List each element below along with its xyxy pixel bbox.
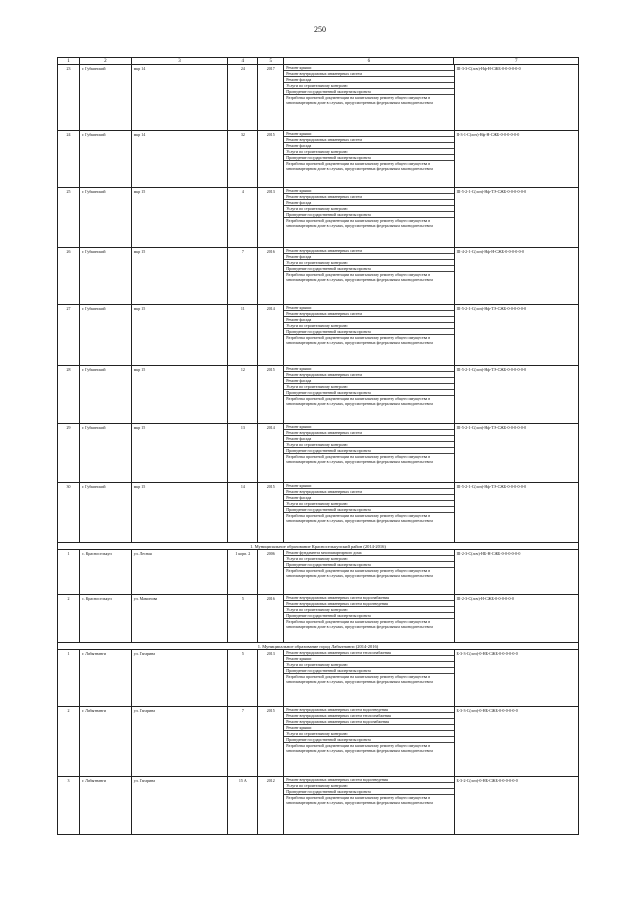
work-item: Разработка проектной документации на капитальному ремонту общего имущества в многоквартирном доме в случаях, предусмотренных федеральным законодательством (286, 795, 433, 805)
work-item: Ремонт крыши (284, 483, 453, 489)
header-col-7: 7 (514, 59, 518, 64)
street-cell: ул. Лесная (132, 550, 229, 594)
work-item: Разработка проектной документации на капитальному ремонту общего имущества в многоквартирном доме в случаях, предусмотренных федеральным законодательством (286, 454, 433, 464)
work-item: Ремонт крыши (284, 305, 453, 311)
house-number-cell: 13 (228, 424, 258, 482)
work-item: Ремонт крыши (284, 424, 453, 430)
work-item: Проведение государственной экспертизы проекта (284, 562, 453, 568)
work-item: Ремонт внутридомовых инженерных систем (284, 311, 453, 317)
table-group-krasnoselkup (57, 549, 579, 642)
header-col-2: 2 (80, 58, 132, 64)
work-item: Ремонт крыши (284, 656, 453, 662)
work-item: Проведение государственной экспертизы проекта (284, 613, 453, 619)
table-bottom-border (57, 834, 579, 835)
work-item: Ремонт внутридомовых инженерных систем (284, 248, 453, 254)
work-item: Проведение государственной экспертизы проекта (284, 390, 453, 396)
house-code-cell: III-5-2-1-С(лоч)-Нф-ТЭ-СЖБ-0-0-0-0-0-0 (456, 306, 527, 311)
year-cell: 2012 (258, 777, 284, 834)
settlement-cell: г. Лабытнанги (80, 650, 132, 706)
table-row (57, 482, 579, 542)
work-item: Ремонт внутридомовых инженерных систем водоотведения (284, 777, 453, 783)
row-number: 2 (58, 595, 80, 642)
table-row (57, 247, 579, 304)
work-item: Ремонт фасада (284, 77, 453, 83)
works-list (284, 550, 454, 594)
year-cell: 2014 (258, 305, 284, 365)
work-item: Разработка проектной документации на капитальному ремонту общего имущества в многоквартирном доме в случаях, предусмотренных федеральным законодательством (286, 396, 433, 406)
work-item: Услуги по строительному контролю (284, 260, 453, 266)
year-cell: 2017 (258, 65, 284, 130)
work-item: Услуги по строительному контролю (284, 662, 453, 668)
work-item: Услуги по строительному контролю (284, 607, 453, 613)
street-cell: ул. Мамонова (132, 595, 229, 642)
row-number: 2 (58, 707, 80, 776)
house-number-cell: 15 А (228, 777, 258, 834)
table-row (57, 64, 579, 130)
work-item: Ремонт крыши (284, 725, 453, 731)
work-item: Разработка проектной документации на капитальному ремонту общего имущества в многоквартирном доме в случаях, предусмотренных федеральным законодательством (286, 743, 433, 753)
row-number: 23 (58, 65, 80, 130)
work-item: Ремонт крыши (284, 131, 453, 137)
house-number-cell: 12 (228, 366, 258, 423)
work-item: Услуги по строительному контролю (284, 83, 453, 89)
house-number-cell: 5 (228, 595, 258, 642)
capital-repair-table (57, 57, 579, 879)
settlement-cell: г. Губкинский (80, 305, 132, 365)
work-item: Ремонт фасада (284, 378, 453, 384)
settlement-cell: г. Лабытнанги (80, 707, 132, 776)
settlement-cell: с. Красноселькуп (80, 550, 132, 594)
row-number: 26 (58, 248, 80, 304)
section-heading-krasnoselkup: 1. Муниципальное образование Красноселькупский район (2014-2016) (57, 542, 579, 549)
table-row (57, 649, 579, 706)
street-cell: мкр 15 (132, 248, 229, 304)
house-code-cell: III-5-2-1-С(лоч)-Нф-ТЭ-СЖБ-0-0-0-0-0-0 (456, 484, 527, 489)
works-list (284, 424, 454, 482)
section-heading-labytnangi: 1. Муниципальное образование город Лабытнанги (2014-2016) (57, 642, 579, 649)
year-cell: 2015 (258, 707, 284, 776)
year-cell: 2013 (258, 650, 284, 706)
street-cell: ул. Гагарина (132, 777, 229, 834)
house-number-cell: 32 (228, 131, 258, 187)
works-list (284, 248, 454, 304)
house-code-cell: II-3-1-С(лоч)-Нф-Н-СЖБ-0-0-0-0-0-0 (456, 132, 520, 137)
work-item: Разработка проектной документации на капитальному ремонту общего имущества в многоквартирном доме в случаях, предусмотренных федеральным законодательством (286, 513, 433, 523)
work-item: Проведение государственной экспертизы проекта (284, 89, 453, 95)
house-number-cell: 14 (228, 483, 258, 542)
year-cell: 2016 (258, 595, 284, 642)
table-group-labytnangi (57, 649, 579, 834)
work-item: Проведение государственной экспертизы проекта (284, 266, 453, 272)
year-cell: 2015 (258, 483, 284, 542)
street-cell: мкр 15 (132, 424, 229, 482)
work-item: Ремонт фундамента многоквартирного дома (284, 550, 453, 556)
house-number-cell: 4 (228, 188, 258, 247)
street-cell: мкр 15 (132, 366, 229, 423)
settlement-cell: г. Губкинский (80, 248, 132, 304)
house-code-cell: III-2-3-С(лоч)-Н-СЖБ-0-0-0-0-0-0 (456, 596, 514, 601)
work-item: Разработка проектной документации на капитальному ремонту общего имущества в многоквартирном доме в случаях, предусмотренных федеральным законодательством (286, 335, 433, 345)
settlement-cell: с. Красноселькуп (80, 595, 132, 642)
house-code-cell: Б-3-2-С(лоч)-0-НБ-СЖБ-0-0-0-0-0-0 (456, 778, 518, 783)
work-item: Разработка проектной документации на капитальному ремонту общего имущества в многоквартирном доме в случаях, предусмотренных федеральным законодательством (286, 272, 433, 282)
work-item: Разработка проектной документации на капитальному ремонту общего имущества в многоквартирном доме в случаях, предусмотренных федеральным законодательством (286, 674, 433, 684)
work-item: Услуги по строительному контролю (284, 556, 453, 562)
year-cell: 2015 (258, 366, 284, 423)
row-number: 27 (58, 305, 80, 365)
house-code-cell: Б-3-3-С(лоч)-0-НБ-СЖБ-0-0-0-0-0-0 (456, 651, 518, 656)
work-item: Ремонт внутридомовых инженерных систем (284, 194, 453, 200)
work-item: Ремонт фасада (284, 495, 453, 501)
header-col-1: 1 (58, 58, 80, 64)
settlement-cell: г. Губкинский (80, 65, 132, 130)
house-code-cell: III-5-2-1-С(лоч)-Нф-ТЭ-СЖБ-0-0-0-0-0-0 (456, 189, 527, 194)
work-item: Проведение государственной экспертизы проекта (284, 789, 453, 795)
table-row (57, 594, 579, 642)
work-item: Услуги по строительному контролю (284, 323, 453, 329)
work-item: Ремонт внутридомовых инженерных систем теплоснабжения (284, 713, 453, 719)
work-item: Ремонт внутридомовых инженерных систем (284, 489, 453, 495)
house-number-cell: 7 (228, 707, 258, 776)
settlement-cell: г. Лабытнанги (80, 777, 132, 834)
work-item: Ремонт фасада (284, 200, 453, 206)
work-item: Услуги по строительному контролю (284, 442, 453, 448)
header-col-5: 5 (258, 58, 284, 64)
work-item: Разработка проектной документации на капитальному ремонту общего имущества в многоквартирном доме в случаях, предусмотренных федеральным законодательством (286, 619, 433, 629)
row-number: 1 (58, 550, 80, 594)
table-row (57, 706, 579, 776)
work-item: Разработка проектной документации на капитальному ремонту общего имущества в многоквартирном доме в случаях, предусмотренных федеральным законодательством (286, 161, 433, 171)
works-list (284, 483, 454, 542)
street-cell: мкр 15 (132, 305, 229, 365)
work-item: Разработка проектной документации на капитальному ремонту общего имущества в многоквартирном доме в случаях, предусмотренных федеральным законодательством (286, 568, 433, 578)
header-col-6: 6 (284, 58, 454, 64)
table-group-gubkinsky (57, 64, 579, 542)
house-number-cell: 24 (228, 65, 258, 130)
works-list (284, 650, 454, 706)
work-item: Проведение государственной экспертизы проекта (284, 329, 453, 335)
works-list (284, 65, 454, 130)
header-col-3: 3 (132, 58, 229, 64)
work-item: Ремонт крыши (284, 366, 453, 372)
settlement-cell: г. Губкинский (80, 366, 132, 423)
work-item: Ремонт внутридомовых инженерных систем (284, 71, 453, 77)
work-item: Услуги по строительному контролю (284, 501, 453, 507)
table-row (57, 187, 579, 247)
house-code-cell: Б-3-3-С(лоч)-0-НБ-СЖБ-0-0-0-0-0-0 (456, 708, 518, 713)
work-item: Ремонт внутридомовых инженерных систем (284, 372, 453, 378)
work-item: Ремонт фасада (284, 436, 453, 442)
table-row (57, 423, 579, 482)
work-item: Ремонт фасада (284, 254, 453, 260)
house-code-cell: III-5-2-1-С(лоч)-Нф-ТЭ-СЖБ-0-0-0-0-0-0 (456, 367, 527, 372)
house-code-cell: III-2-3-С(лоч)-НБ-Н-СЖБ-0-0-0-0-0-0 (456, 551, 521, 556)
work-item: Ремонт внутридомовых инженерных систем водоотведения (284, 707, 453, 713)
work-item: Проведение государственной экспертизы проекта (284, 212, 453, 218)
street-cell: мкр 15 (132, 483, 229, 542)
year-cell: 2006 (258, 550, 284, 594)
header-col-4: 4 (228, 58, 258, 64)
row-number: 1 (58, 650, 80, 706)
work-item: Проведение государственной экспертизы проекта (284, 668, 453, 674)
year-cell: 2015 (258, 131, 284, 187)
settlement-cell: г. Губкинский (80, 424, 132, 482)
work-item: Услуги по строительному контролю (284, 149, 453, 155)
row-number: 29 (58, 424, 80, 482)
table-row (57, 549, 579, 594)
settlement-cell: г. Губкинский (80, 188, 132, 247)
year-cell: 2016 (258, 248, 284, 304)
work-item: Ремонт крыши (284, 188, 453, 194)
row-number: 30 (58, 483, 80, 542)
row-number: 3 (58, 777, 80, 834)
street-cell: мкр 15 (132, 188, 229, 247)
work-item: Разработка проектной документации на капитальному ремонту общего имущества в многоквартирном доме в случаях, предусмотренных федеральным законодательством (286, 95, 433, 105)
house-number-cell: 11 (228, 305, 258, 365)
works-list (284, 131, 454, 187)
work-item: Проведение государственной экспертизы проекта (284, 737, 453, 743)
year-cell: 2013 (258, 188, 284, 247)
table-row (57, 776, 579, 834)
works-list (284, 366, 454, 423)
house-code-cell: III-3-3-С(лоч)-Нф-Н-СЖБ-0-0-0-0-0-0 (456, 66, 521, 71)
work-item: Проведение государственной экспертизы проекта (284, 155, 453, 161)
work-item: Ремонт внутридомовых инженерных систем водоотведения (284, 601, 453, 607)
work-item: Ремонт внутридомовых инженерных систем водоснабжения (284, 719, 453, 725)
work-item: Ремонт внутридомовых инженерных систем теплоснабжения (284, 650, 453, 656)
settlement-cell: г. Губкинский (80, 483, 132, 542)
work-item: Ремонт внутридомовых инженерных систем (284, 137, 453, 143)
table-header (57, 57, 579, 64)
works-list (284, 777, 454, 834)
year-cell: 2014 (258, 424, 284, 482)
house-number-cell: 1 корп. 2 (228, 550, 258, 594)
page-number: 250 (314, 25, 326, 34)
house-number-cell: 5 (228, 650, 258, 706)
work-item: Ремонт внутридомовых инженерных систем (284, 430, 453, 436)
work-item: Ремонт внутридомовых инженерных систем водоснабжения (284, 595, 453, 601)
table-row (57, 304, 579, 365)
table-row (57, 130, 579, 187)
row-number: 25 (58, 188, 80, 247)
work-item: Ремонт фасада (284, 143, 453, 149)
house-number-cell: 7 (228, 248, 258, 304)
work-item: Услуги по строительному контролю (284, 206, 453, 212)
work-item: Услуги по строительному контролю (284, 783, 453, 789)
work-item: Проведение государственной экспертизы проекта (284, 507, 453, 513)
house-code-cell: III-4-2-1-С(лоч)-Нф-Н-СЖБ-0-0-0-0-0-0 (456, 249, 524, 254)
work-item: Услуги по строительному контролю (284, 384, 453, 390)
work-item: Разработка проектной документации на капитальному ремонту общего имущества в многоквартирном доме в случаях, предусмотренных федеральным законодательством (286, 218, 433, 228)
settlement-cell: г. Губкинский (80, 131, 132, 187)
work-item: Ремонт фасада (284, 317, 453, 323)
street-cell: ул. Гагарина (132, 707, 229, 776)
work-item: Проведение государственной экспертизы проекта (284, 448, 453, 454)
work-item: Ремонт крыши (284, 65, 453, 71)
works-list (284, 305, 454, 365)
table-row (57, 365, 579, 423)
row-number: 24 (58, 131, 80, 187)
street-cell: мкр 14 (132, 131, 229, 187)
street-cell: ул. Гагарина (132, 650, 229, 706)
works-list (284, 595, 454, 642)
house-code-cell: III-5-2-1-С(лоч)-Нф-ТЭ-СЖБ-0-0-0-0-0-0 (456, 425, 527, 430)
row-number: 28 (58, 366, 80, 423)
street-cell: мкр 14 (132, 65, 229, 130)
work-item: Услуги по строительному контролю (284, 731, 453, 737)
works-list (284, 188, 454, 247)
works-list (284, 707, 454, 776)
